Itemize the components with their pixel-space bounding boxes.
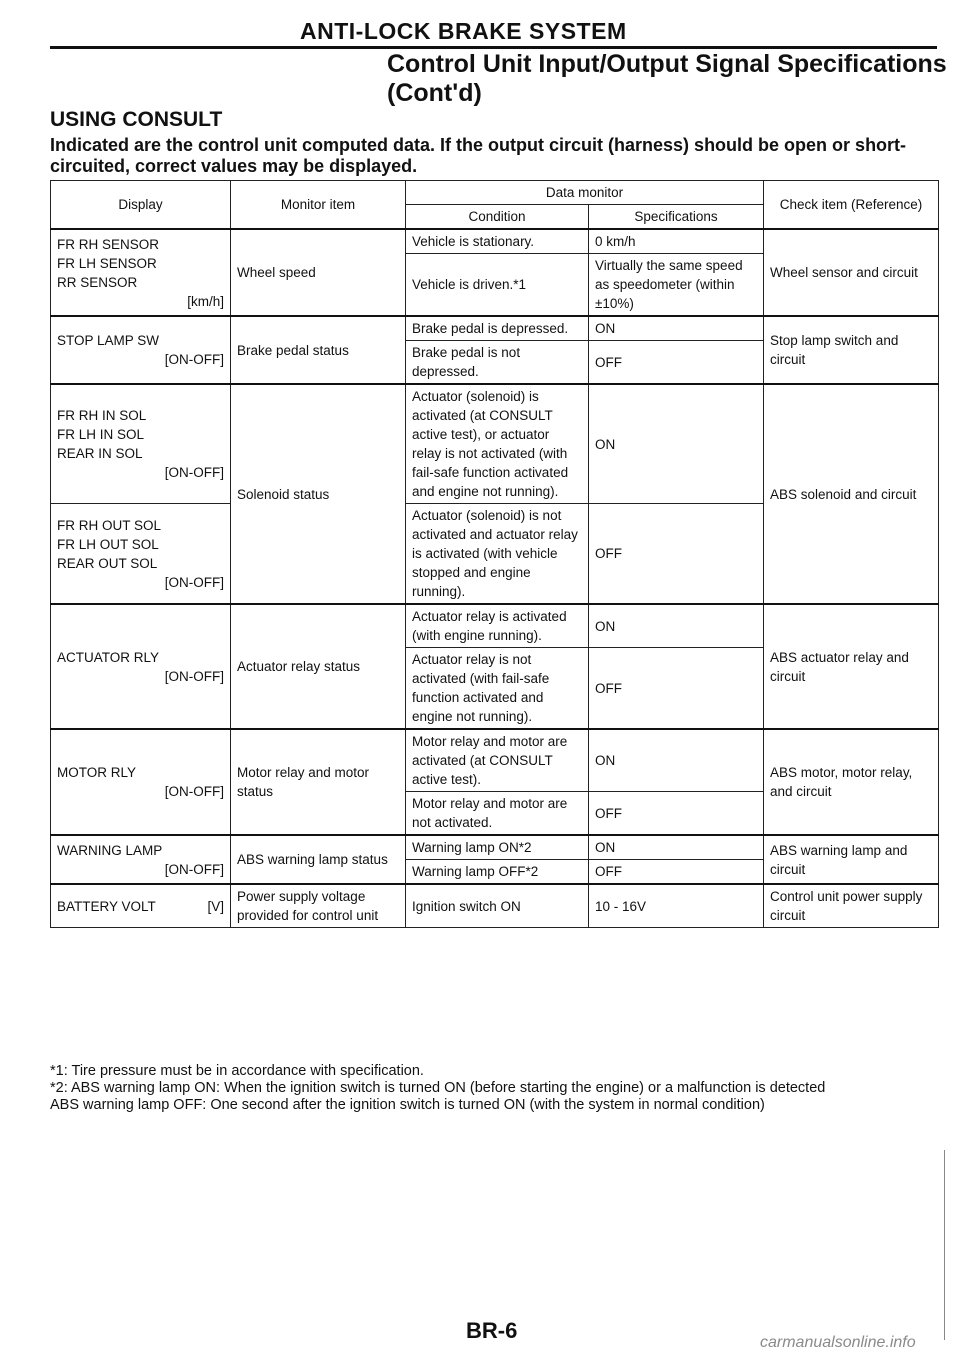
check-item-cell: ABS actuator relay and circuit [764, 604, 939, 729]
table-row [51, 384, 939, 504]
section-title [387, 50, 947, 108]
display-name: MOTOR RLY [57, 765, 137, 780]
watermark: carmanualsonline.info [760, 1334, 916, 1351]
specification-cell: OFF [589, 860, 764, 885]
display-unit: [V] [207, 898, 224, 914]
condition-cell: Motor relay and motor are not activated. [406, 792, 589, 836]
condition-cell: Actuator relay is activated (with engine running). [406, 604, 589, 648]
margin-line [944, 1150, 945, 1340]
display-cell [51, 604, 231, 729]
display-cell [51, 835, 231, 884]
display-name: ACTUATOR RLY [57, 649, 160, 665]
header-display: Display [51, 181, 231, 230]
page-number: BR-6 [466, 1318, 518, 1343]
display-unit: [ON-OFF] [164, 784, 224, 799]
check-item-cell: Wheel sensor and circuit [764, 229, 939, 316]
data-monitor-table [50, 180, 939, 928]
check-item-cell: Stop lamp switch and circuit [764, 316, 939, 384]
footnote-1: *1: Tire pressure must be in accordance with specification. [50, 1063, 424, 1079]
display-name: FR RH IN SOL FR LH IN SOL REAR IN SOL [57, 408, 147, 461]
condition-cell: Actuator (solenoid) is not activated and actuator relay is activated (with vehicle stopped and engine running). [406, 504, 589, 605]
monitor-item-cell: Wheel speed [231, 229, 406, 316]
table-row [51, 835, 939, 860]
condition-cell: Actuator (solenoid) is activated (at CONSULT active test), or actuator relay is not activated (with fail-safe function activated and engine not running). [406, 384, 589, 504]
intro-paragraph: Indicated are the control unit computed data. If the output circuit (harness) should be open or short-circuited, correct values may be displayed. [50, 135, 907, 176]
display-name: FR RH SENSOR FR LH SENSOR RR SENSOR [57, 236, 160, 290]
display-cell [51, 229, 231, 316]
specification-cell: 0 km/h [589, 229, 764, 254]
display-cell [51, 504, 231, 605]
table-row [51, 604, 939, 648]
condition-cell: Warning lamp ON*2 [406, 835, 589, 860]
monitor-item-cell: Solenoid status [231, 384, 406, 604]
table-row [51, 316, 939, 341]
specification-cell: 10 - 16V [589, 884, 764, 928]
display-name: WARNING LAMP [57, 842, 163, 858]
display-unit: [ON-OFF] [164, 668, 224, 684]
table-header-row [51, 181, 939, 205]
specification-cell: OFF [589, 504, 764, 605]
display-unit: [ON-OFF] [164, 574, 224, 590]
display-cell [51, 884, 231, 928]
condition-cell: Ignition switch ON [406, 884, 589, 928]
monitor-item-cell: Actuator relay status [231, 604, 406, 729]
monitor-item-cell: Motor relay and motor status [231, 729, 406, 835]
check-item-cell: ABS motor, motor relay, and circuit [764, 729, 939, 835]
display-name: FR RH OUT SOL FR LH OUT SOL REAR OUT SOL [57, 517, 162, 571]
footnote-2: *2: ABS warning lamp ON: When the ignition switch is turned ON (before starting the engine) or a malfunction is detected ABS warning lamp OFF: One second after the ignition switch is turned ON (with the system in normal condition) [50, 1080, 826, 1113]
specification-cell: ON [589, 729, 764, 792]
condition-cell: Brake pedal is not depressed. [406, 341, 589, 385]
monitor-item-cell: Brake pedal status [231, 316, 406, 384]
specification-cell: ON [589, 604, 764, 648]
header-data-monitor: Data monitor [406, 181, 764, 205]
title-rule [50, 46, 937, 49]
condition-cell: Vehicle is driven.*1 [406, 254, 589, 317]
display-cell [51, 384, 231, 504]
header-condition: Condition [406, 205, 589, 230]
table-row [51, 729, 939, 792]
header-check-item: Check item (Reference) [764, 181, 939, 230]
section-title-line2: (Cont'd) [387, 79, 482, 107]
table-row [51, 229, 939, 254]
monitor-item-cell: Power supply voltage provided for control unit [231, 884, 406, 928]
page-title: ANTI-LOCK BRAKE SYSTEM [300, 18, 627, 44]
monitor-item-cell: ABS warning lamp status [231, 835, 406, 884]
footnotes [50, 1063, 940, 1114]
check-item-cell: ABS warning lamp and circuit [764, 835, 939, 884]
specification-cell: ON [589, 835, 764, 860]
display-unit: [ON-OFF] [164, 465, 224, 480]
condition-cell: Warning lamp OFF*2 [406, 860, 589, 885]
condition-cell: Vehicle is stationary. [406, 229, 589, 254]
table-row [51, 884, 939, 928]
header-monitor-item: Monitor item [231, 181, 406, 230]
specification-cell: OFF [589, 648, 764, 730]
condition-cell: Motor relay and motor are activated (at CONSULT active test). [406, 729, 589, 792]
display-unit: [ON-OFF] [164, 861, 224, 877]
display-name: BATTERY VOLT [57, 898, 156, 914]
display-unit: [ON-OFF] [164, 352, 224, 367]
display-unit: [km/h] [187, 293, 224, 309]
header-specifications: Specifications [589, 205, 764, 230]
specification-cell: Virtually the same speed as speedometer (within ±10%) [589, 254, 764, 317]
using-consult-heading: USING CONSULT [50, 108, 223, 131]
specification-cell: OFF [589, 792, 764, 836]
check-item-cell: ABS solenoid and circuit [764, 384, 939, 604]
display-name: STOP LAMP SW [57, 333, 160, 348]
specification-cell: ON [589, 384, 764, 504]
section-title-line1: Control Unit Input/Output Signal Specifications [387, 50, 947, 78]
specification-cell: ON [589, 316, 764, 341]
condition-cell: Brake pedal is depressed. [406, 316, 589, 341]
check-item-cell: Control unit power supply circuit [764, 884, 939, 928]
display-cell [51, 729, 231, 835]
specification-cell: OFF [589, 341, 764, 385]
condition-cell: Actuator relay is not activated (with fail-safe function activated and engine not running). [406, 648, 589, 730]
display-cell [51, 316, 231, 384]
